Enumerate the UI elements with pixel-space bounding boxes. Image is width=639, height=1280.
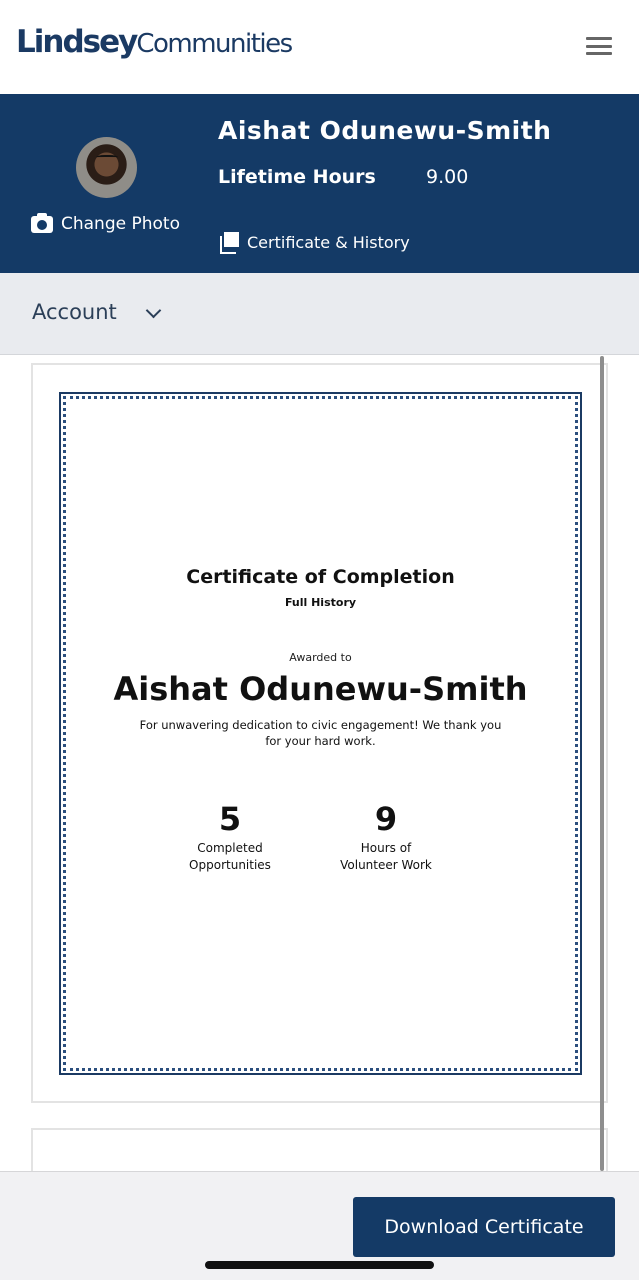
stat-label-line1: Completed [197, 841, 263, 855]
change-photo-button[interactable] [31, 214, 180, 234]
stat-completed-opportunities [155, 799, 305, 873]
avatar[interactable] [76, 137, 137, 198]
menu-line [586, 37, 612, 40]
logo-bold-text: Lindsey [16, 24, 137, 60]
certificate-subtitle: Full History [284, 596, 357, 609]
top-bar [0, 0, 639, 94]
stat-number: 5 [218, 800, 242, 838]
certificate-history-link[interactable] [220, 232, 410, 252]
profile-header [0, 94, 639, 273]
lifetime-hours-value: 9.00 [426, 166, 469, 188]
stat-number: 9 [374, 800, 398, 838]
lifetime-hours-label: Lifetime Hours [218, 166, 376, 188]
home-indicator[interactable] [205, 1261, 434, 1269]
awarded-to-label: Awarded to [289, 651, 352, 664]
recipient-name: Aishat Odunewu-Smith [113, 670, 528, 708]
certificate-title: Certificate of Completion [186, 566, 455, 588]
profile-name: Aishat Odunewu-Smith [218, 116, 552, 145]
stat-label-line1: Hours of [360, 841, 412, 855]
lindsey-communities-logo[interactable] [16, 24, 292, 64]
certificate-frame [59, 392, 582, 1075]
stat-label-line2: Volunteer Work [340, 858, 432, 872]
stat-volunteer-hours [311, 799, 461, 873]
certificate-stack-icon [220, 232, 240, 252]
account-label: Account [32, 300, 117, 324]
certificate-scroll-area[interactable] [0, 356, 639, 1171]
stat-label-line2: Opportunities [189, 858, 271, 872]
certificate-card [31, 363, 608, 1103]
hamburger-icon[interactable] [582, 34, 616, 58]
change-photo-label: Change Photo [61, 214, 180, 234]
certificate-history-label: Certificate & History [247, 232, 410, 252]
menu-line [586, 45, 612, 48]
dedication-text: For unwavering dedication to civic engagement! We thank you for your hard work. [139, 718, 502, 748]
menu-line [586, 52, 612, 55]
next-certificate-card [31, 1128, 608, 1171]
chevron-down-icon [146, 303, 162, 319]
camera-icon [31, 216, 53, 233]
download-certificate-button[interactable]: Download Certificate [353, 1197, 615, 1257]
account-dropdown[interactable] [0, 273, 639, 355]
logo-light-text: Communities [136, 29, 292, 59]
footer-bar [0, 1171, 639, 1280]
scrollbar[interactable] [600, 356, 604, 1171]
